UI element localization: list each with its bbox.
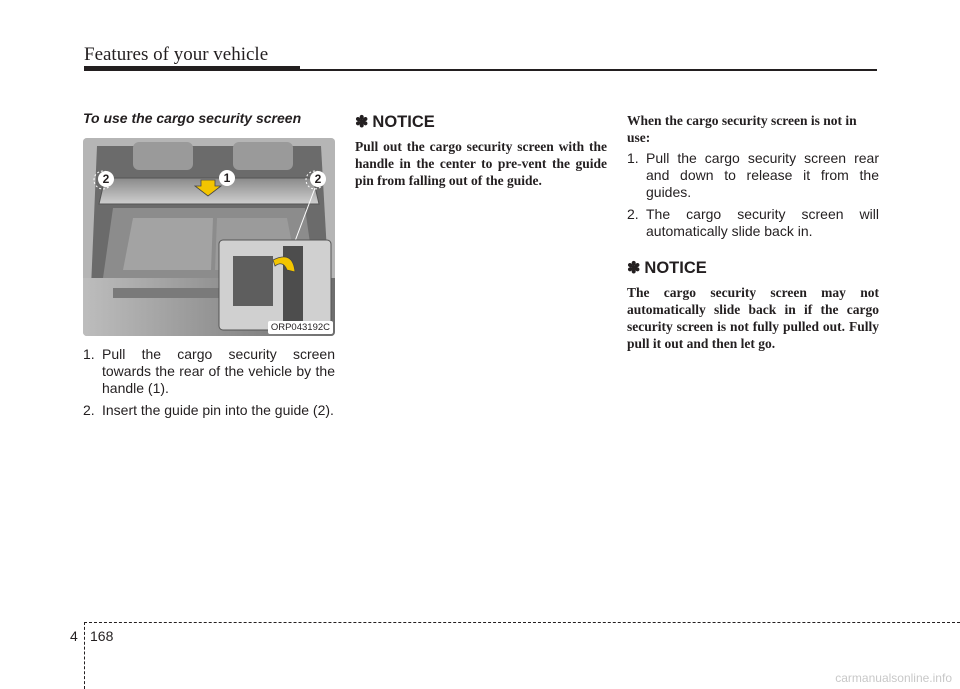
step-number: 1. — [83, 346, 95, 362]
step-number: 2. — [83, 402, 95, 418]
watermark: carmanualsonline.info — [835, 671, 952, 685]
step-text: Pull the cargo security screen towards the rear of the vehicle by the handle (1). — [102, 346, 335, 396]
list-item — [83, 346, 335, 397]
step-number: 1. — [627, 150, 639, 166]
notice-body: The cargo security screen may not automatically slide back in if the cargo security screen is not fully pulled out. Fully pull it out and then let go. — [627, 285, 879, 351]
notice-title: NOTICE — [644, 258, 707, 277]
notice-heading — [355, 112, 607, 132]
list-item — [627, 206, 879, 240]
step-text: The cargo security screen will automatically slide back in. — [646, 206, 879, 239]
footer-vertical-rule — [84, 622, 85, 689]
header-rule-thick — [84, 66, 300, 71]
callout-2-left: 2 — [98, 171, 114, 187]
list-item — [627, 150, 879, 201]
right-steps-list — [627, 150, 879, 240]
notice-symbol-icon: ✽ — [355, 114, 369, 131]
callout-1: 1 — [219, 170, 235, 186]
cargo-screen-illustration — [83, 138, 335, 336]
right-column — [627, 108, 879, 352]
step-number: 2. — [627, 206, 639, 222]
figure-code: ORP043192C — [268, 321, 333, 334]
list-item — [83, 402, 335, 419]
callout-2-right: 2 — [310, 171, 326, 187]
step-text: Pull the cargo security screen rear and down to release it from the guides. — [646, 150, 879, 200]
chapter-number: 4 — [70, 628, 78, 644]
notice-heading — [627, 258, 879, 278]
section-heading: To use the cargo security screen — [83, 110, 302, 126]
cargo-area-drawing — [83, 138, 335, 336]
header-rule-thin — [300, 69, 877, 71]
notice-symbol-icon: ✽ — [627, 260, 641, 277]
notice-title: NOTICE — [372, 112, 435, 131]
step-text: Insert the guide pin into the guide (2). — [102, 402, 334, 418]
left-column — [83, 108, 335, 424]
page-header-title: Features of your vehicle — [84, 44, 269, 65]
notice-body: Pull out the cargo security screen with the handle in the center to pre-vent the guide pin from falling out of the guide. — [355, 139, 607, 188]
subsection-heading: When the cargo security screen is not in use: — [627, 113, 857, 145]
page-number: 168 — [90, 628, 114, 644]
middle-column — [355, 108, 607, 189]
left-steps-list — [83, 346, 335, 419]
footer-rule — [84, 622, 960, 623]
